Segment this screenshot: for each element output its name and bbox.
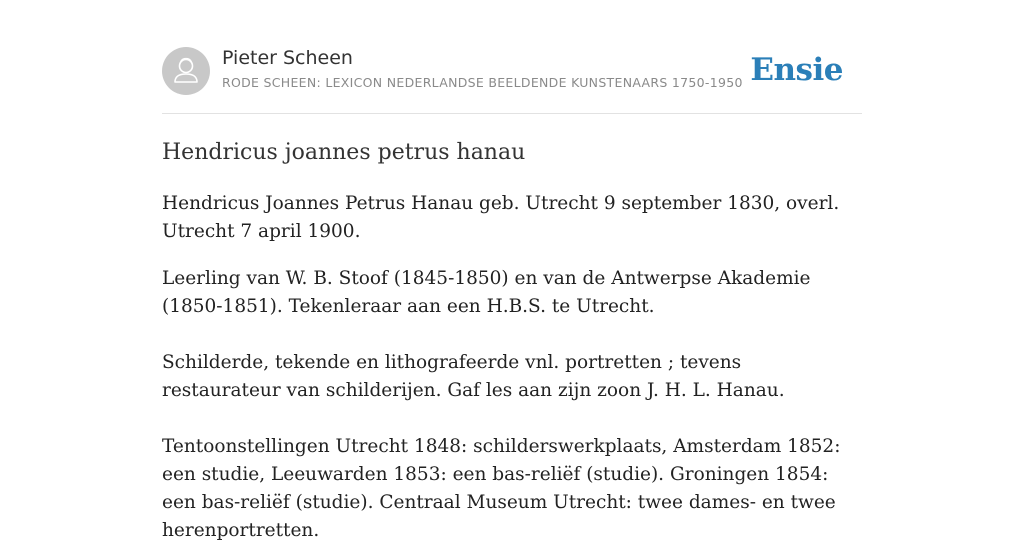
paragraph-education: Leerling van W. B. Stoof (1845-1850) en van de Antwerpse Akademie (1850-1851). Tekenleraar aan een H.B.S. te Utrecht. xyxy=(162,268,811,317)
author-avatar[interactable] xyxy=(162,47,210,95)
page-container xyxy=(162,0,862,541)
paragraph-exhibitions: Tentoonstellingen Utrecht 1848: schilderswerkplaats, Amsterdam 1852: een studie, Leeuwarden 1853: een bas-reliëf (studie). Groningen 1854: een bas-reliëf (studie). Centraal Museum Utrecht: twee dames- en twee herenportretten. xyxy=(162,436,841,541)
paragraph-work: Schilderde, tekende en lithografeerde vnl. portretten ; tevens restaurateur van schilderijen. Gaf les aan zijn zoon J. H. L. Hanau. xyxy=(162,352,785,401)
paragraph-birth-death: Hendricus Joannes Petrus Hanau geb. Utrecht 9 september 1830, overl. Utrecht 7 april 1900. xyxy=(162,193,840,242)
ensie-logo[interactable]: Ensie xyxy=(750,52,843,88)
source-publication[interactable]: RODE SCHEEN: LEXICON NEDERLANDSE BEELDENDE KUNSTENAARS 1750-1950 xyxy=(222,75,743,90)
author-name[interactable]: Pieter Scheen xyxy=(222,47,353,69)
page-title: Hendricus joannes petrus hanau xyxy=(162,140,526,165)
article-header xyxy=(162,0,862,114)
user-avatar-icon xyxy=(162,47,210,95)
